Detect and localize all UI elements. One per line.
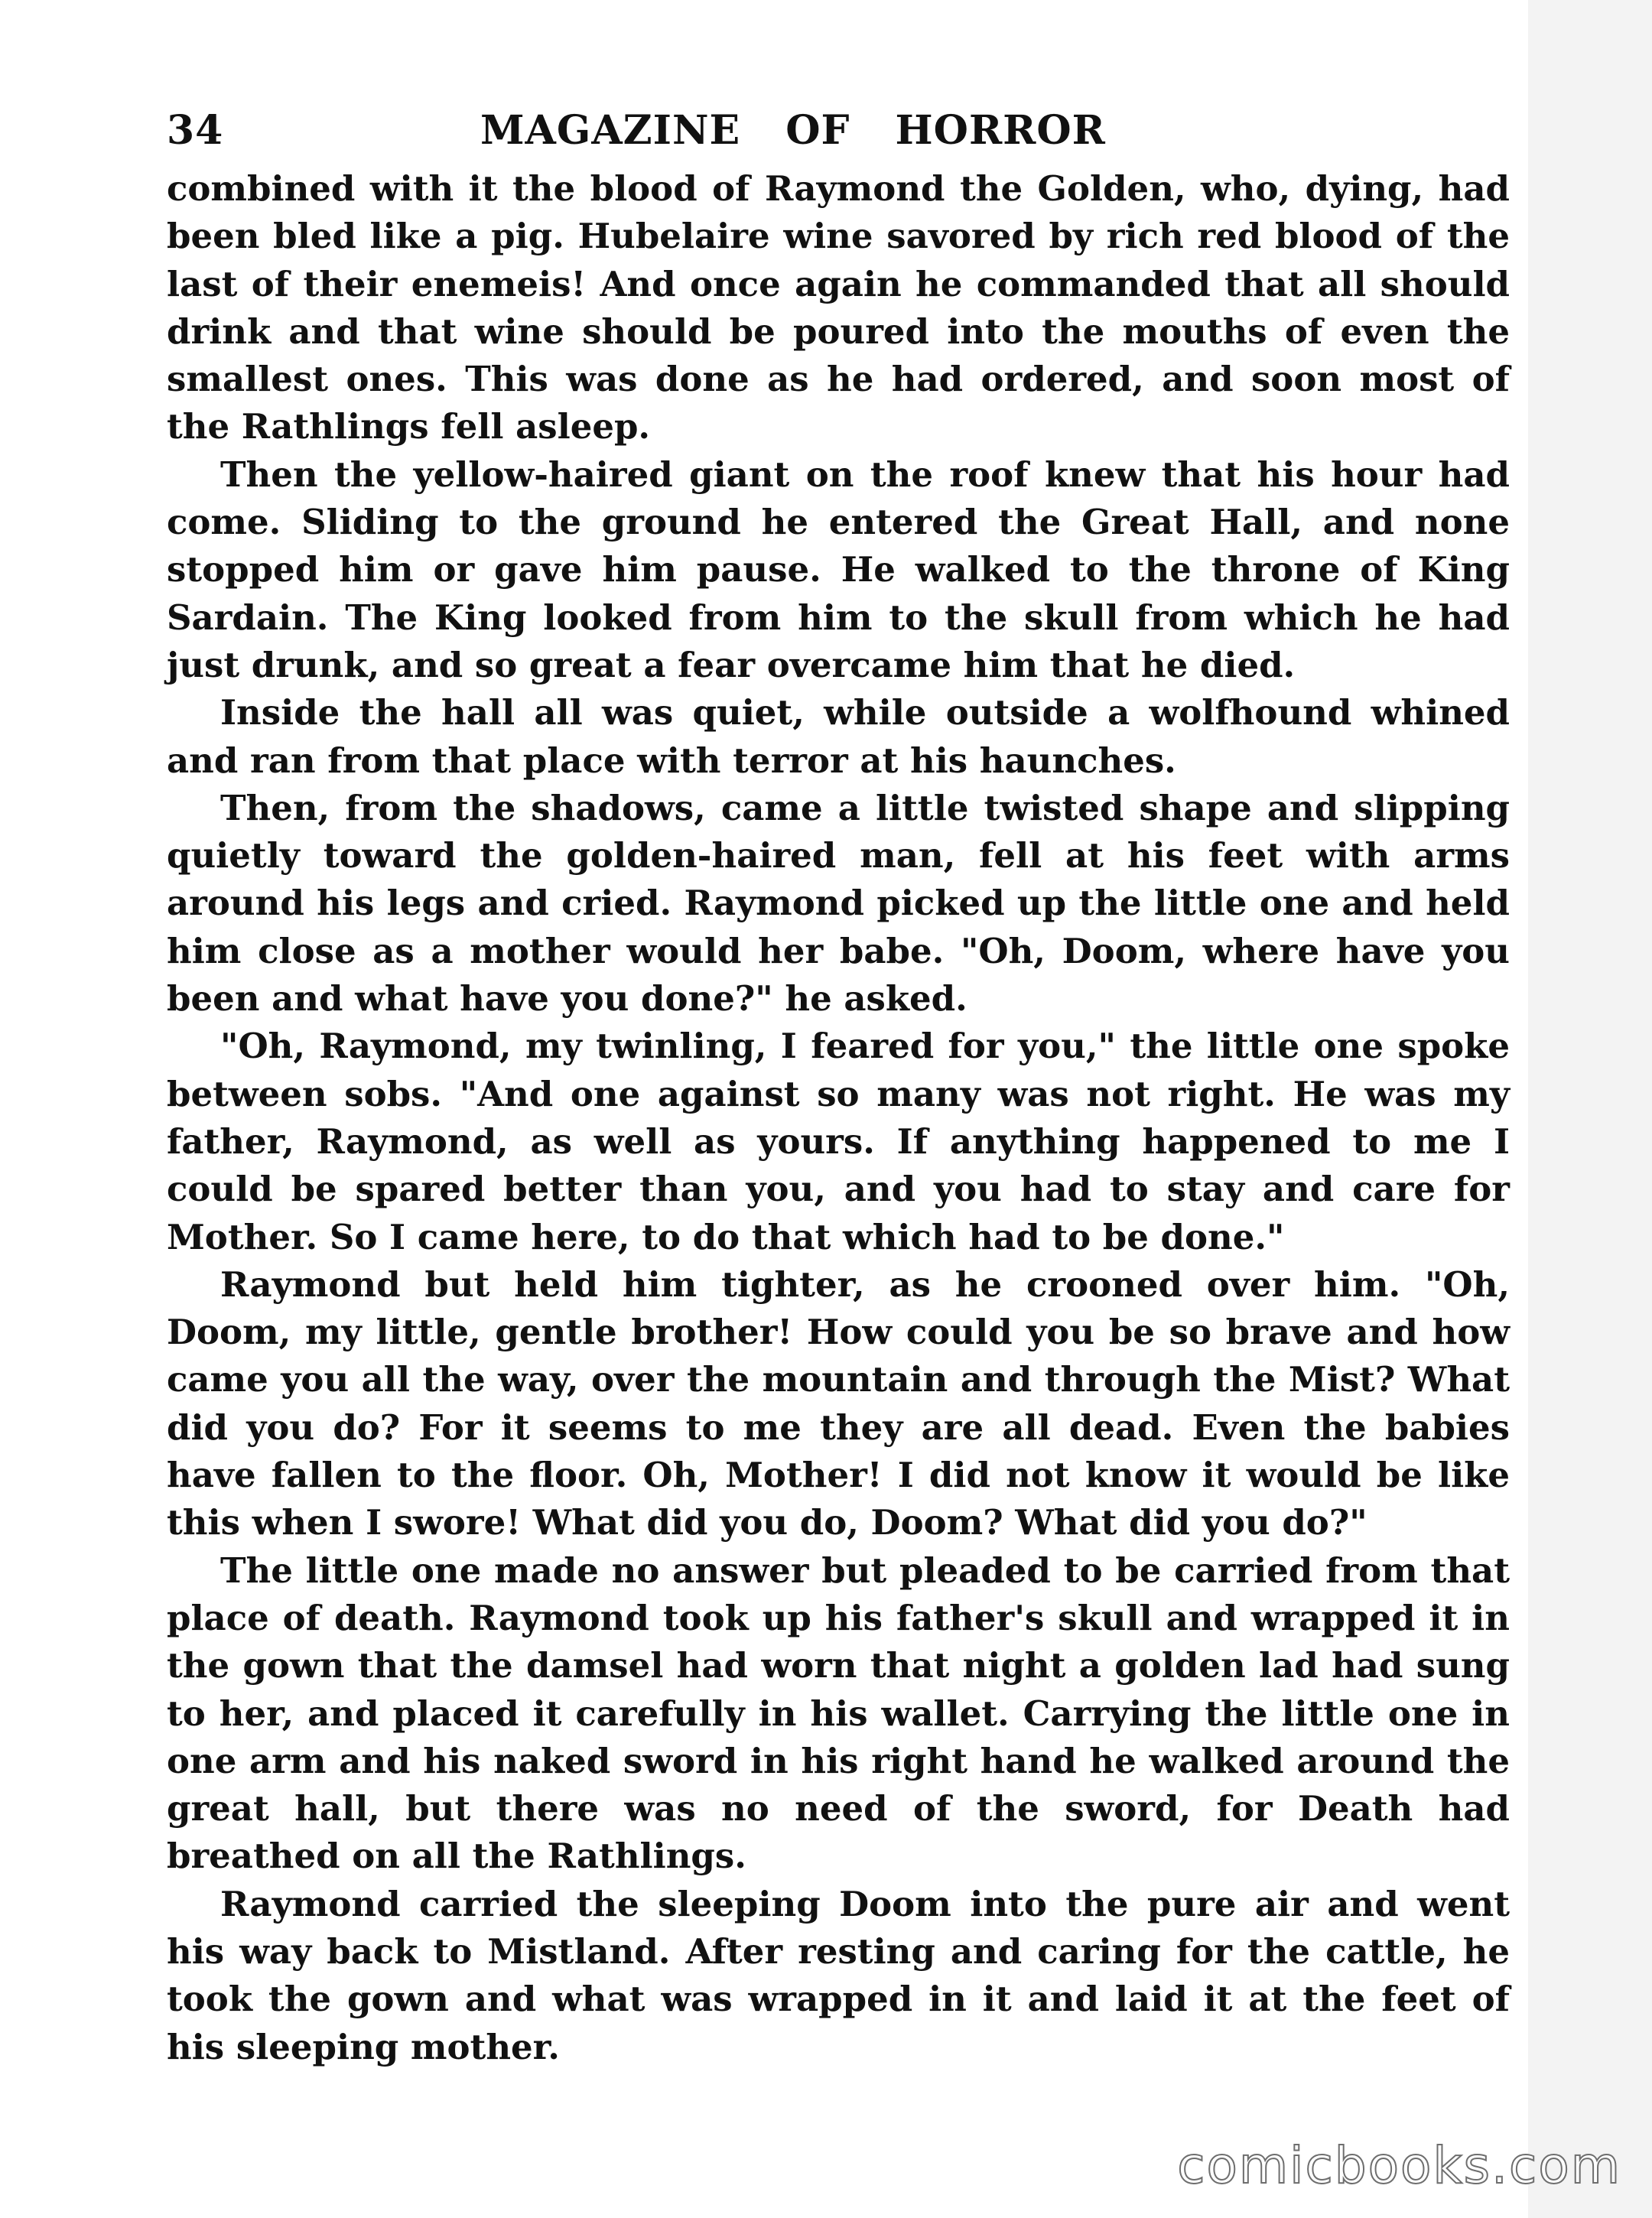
paragraph: Raymond but held him tighter, as he crooned over him. "Oh, Doom, my little, gentle brother! How could you be so brave and how came you all the way, over the mountain and through the Mist? What did you do? For it seems to me they are all dead. Even the babies have fallen to the floor. Oh, Mother! I did not know it would be like this when I swore! What did you do, Doom? What did you do?" <box>167 1263 1510 1543</box>
paragraph: Then the yellow-haired giant on the roof knew that his hour had come. Sliding to the ground he entered the Great Hall, and none stopped him or gave him pause. He walked to the throne of King Sardain. The King looked from him to the skull from which he had just drunk, and so great a fear overcame him that he died. <box>167 454 1510 685</box>
site-watermark: comicbooks.com <box>1177 2136 1621 2195</box>
paragraph: Raymond carried the sleeping Doom into the pure air and went his way back to Mistland. After resting and caring for the cattle, he took the gown and what was wrapped in it and laid it at the feet of his sleeping mother. <box>167 1883 1510 2067</box>
story-text <box>167 165 1510 2071</box>
paragraph: The little one made no answer but pleaded to be carried from that place of death. Raymond took up his father's skull and wrapped it in the gown that the damsel had worn that night a golden lad had sung to her, and placed it carefully in his wallet. Carrying the little one in one arm and his naked sword in his right hand he walked around the great hall, but there was no need of the sword, for Death had breathed on all the Rathlings. <box>167 1550 1510 1877</box>
paragraph: "Oh, Raymond, my twinling, I feared for you," the little one spoke between sobs. "And one against so many was not right. He was my father, Raymond, as well as yours. If anything happened to me I could be spared better than you, and you had to stay and care for Mother. So I came here, to do that which had to be done." <box>167 1026 1510 1257</box>
running-title: MAGAZINE OF HORROR <box>480 107 1106 154</box>
paragraph: Inside the hall all was quiet, while outside a wolfhound whined and ran from that place with terror at his haunches. <box>167 692 1510 781</box>
paragraph: combined with it the blood of Raymond the Golden, who, dying, had been bled like a pig. Hubelaire wine savored by rich red blood of the last of their enemeis! And once again he commanded that all should drink and that wine should be poured into the mouths of even the smallest ones. This was done as he had ordered, and soon most of the Rathlings fell asleep. <box>167 168 1510 447</box>
page-number: 34 <box>167 107 224 154</box>
paragraph: Then, from the shadows, came a little twisted shape and slipping quietly toward the golden-haired man, fell at his feet with arms around his legs and cried. Raymond picked up the little one and held him close as a mother would her babe. "Oh, Doom, where have you been and what have you done?" he asked. <box>167 787 1510 1020</box>
scan-margin-strip <box>1528 0 1652 2218</box>
running-header <box>167 107 1510 168</box>
magazine-page <box>167 107 1510 2071</box>
